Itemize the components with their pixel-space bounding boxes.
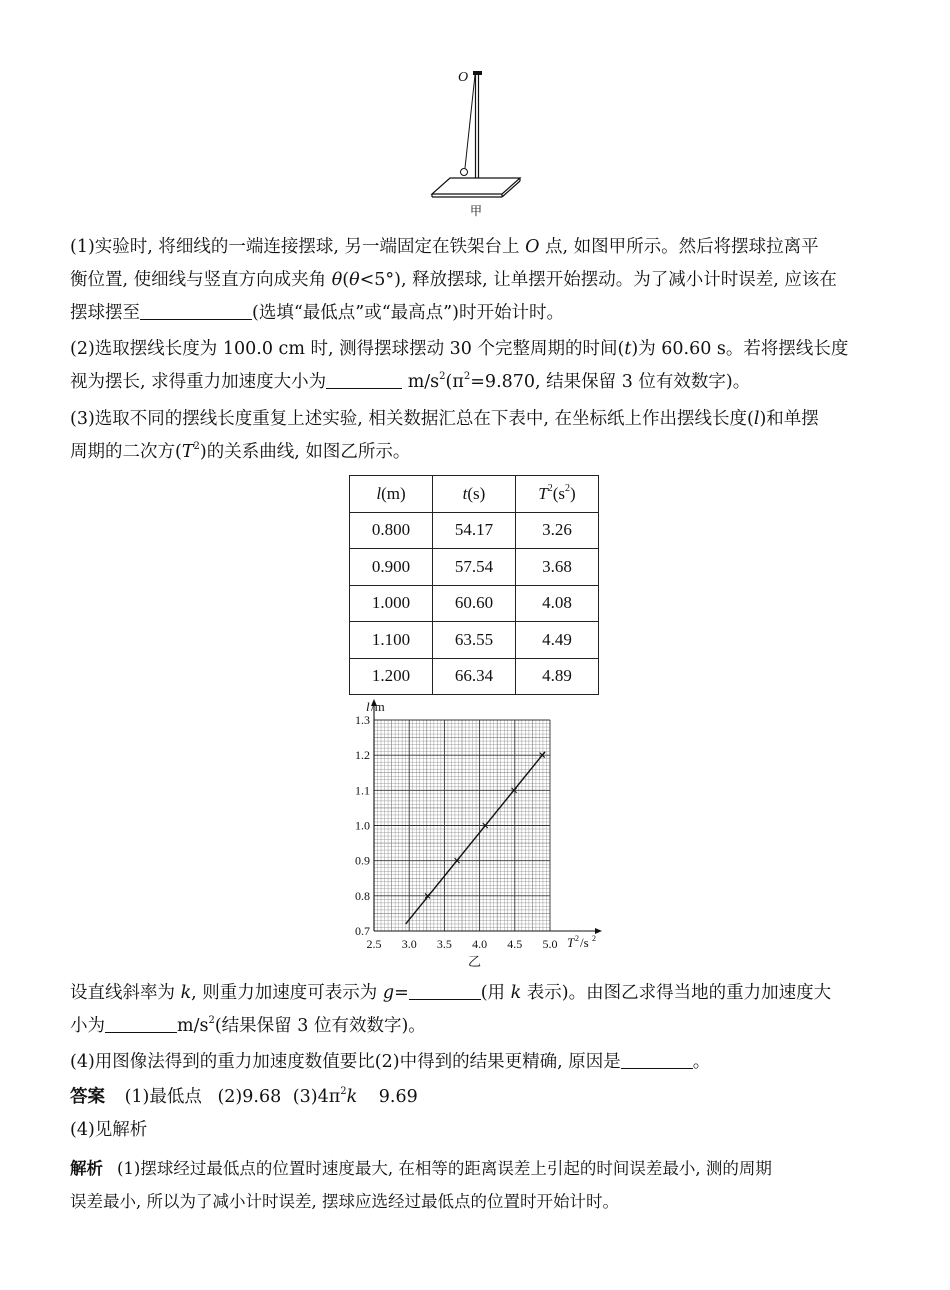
q2-text-d: =9.870, 结果保留 3 位有效数字)。 — [470, 372, 751, 392]
chart-xlabel-unit-sup: 2 — [592, 934, 596, 943]
q1-text-c: 衡位置, 使细线与竖直方向成夹角 — [70, 270, 332, 290]
q1-theta-2: θ — [349, 270, 360, 290]
question-4: (4)用图像法得到的重力加速度数值要比(2)中得到的结果更精确, 原因是 。 — [70, 1052, 711, 1072]
analysis-label: 解析 — [70, 1159, 103, 1178]
y-tick-label: 1.0 — [355, 818, 370, 833]
q1-text-b: 点, 如图甲所示。然后将摆球拉离平 — [539, 237, 819, 257]
q3-text-b: )和单摆 — [759, 409, 819, 429]
answer-blank-1[interactable] — [140, 301, 252, 320]
y-tick-label: 0.7 — [355, 924, 370, 938]
y-tick-label: 0.9 — [355, 853, 370, 868]
answer-blank-3[interactable] — [409, 981, 481, 1000]
x-tick-label: 3.0 — [401, 937, 417, 951]
question-1: (1)实验时, 将细线的一端连接摆球, 另一端固定在铁架台上 O 点, 如图甲所示。然后将摆球拉离平 衡位置, 使细线与竖直方向成夹角 θ(θ<5°), 释放摆球, 让单摆开始摆动。为了减小计时误差, 应该在 摆球摆至 (选填“最低点”或“最高点”)时开始计时。 — [70, 237, 837, 323]
pivot-label-o: O — [458, 70, 469, 85]
question-3-continued: 设直线斜率为 k, 则重力加速度可表示为 g= (用 k 表示)。由图乙求得当地的重力加速度大 小为 $m/s^2$(结果保留 3 位有效数字)。 — [70, 983, 832, 1036]
table-row: 1.100 63.55 4.49 — [350, 622, 599, 659]
answer-blank-5[interactable] — [621, 1050, 693, 1069]
table-header-t2: $T^2(s^2)$ — [516, 476, 599, 513]
chart-xlabel-sup: 2 — [575, 934, 579, 943]
q3-text-d: )的关系曲线, 如图乙所示。 — [199, 442, 411, 462]
chart-xlabel-var: T — [567, 935, 575, 950]
x-axis-arrow — [595, 928, 602, 934]
y-tick-label: 1.3 — [355, 713, 370, 727]
stand-top-cap — [473, 71, 482, 75]
y-tick-label: 1.1 — [355, 783, 370, 798]
chart-ylabel-unit: /m — [371, 699, 385, 714]
y-tick-label: 1.2 — [355, 748, 370, 763]
answer-section: 答案 (1)最低点 (2)9.68 $(3)4\pi^2k$ 9.69 (4)见解析 — [70, 1086, 418, 1140]
x-tick-label: 4.5 — [507, 937, 523, 951]
q1-text-e: 摆球摆至 — [70, 303, 140, 323]
q2-text-a: (2)选取摆线长度为 100.0 cm 时, 测得摆球摆动 30 个完整周期的时间( — [70, 339, 625, 359]
q3-text-a: (3)选取不同的摆线长度重复上述实验, 相关数据汇总在下表中, 在坐标纸上作出摆线长度( — [70, 409, 754, 429]
table-row: 1.000 60.60 4.08 — [350, 585, 599, 622]
table-row: 1.200 66.34 4.89 — [350, 658, 599, 695]
q2-text-b: )为 60.60 s。若将摆线长度 — [631, 339, 849, 359]
chart-tick-labels — [355, 713, 558, 951]
x-tick-label: 4.0 — [472, 937, 488, 951]
chart-caption: 乙 — [468, 955, 482, 970]
pendulum-figure — [420, 60, 530, 220]
table-row: 0.800 54.17 3.26 — [350, 512, 599, 549]
pendulum-string — [465, 75, 475, 168]
chart-xlabel-unit: /s — [580, 935, 589, 950]
answer-blank-4[interactable] — [105, 1014, 177, 1033]
q1-text-f: (选填“最低点”或“最高点”)时开始计时。 — [252, 303, 564, 323]
q1-point-o: O — [525, 237, 540, 257]
question-2: (2)选取摆线长度为 100.0 cm 时, 测得摆球摆动 30 个完整周期的时间(t)为 60.60 s。若将摆线长度 视为摆长, 求得重力加速度大小为 $m/s^2(\pi^2=9.870$, 结果保留 3 位有效数字)。 — [70, 339, 849, 392]
analysis-section: 解析 (1)摆球经过最低点的位置时速度最大, 在相等的距离误差上引起的时间误差最小, 测的周期 误差最小, 所以为了减小计时误差, 摆球应选经过最低点的位置时开始计时。 — [70, 1159, 772, 1211]
table-row: 0.900 57.54 3.68 — [350, 549, 599, 586]
table-header-t: t(s) — [433, 476, 516, 513]
q2-var-t: t — [624, 339, 632, 359]
answer-label: 答案 — [70, 1087, 105, 1107]
x-tick-label: 3.5 — [436, 937, 452, 951]
x-tick-label: 2.5 — [366, 937, 382, 951]
q1-text-d: <5°), 释放摆球, 让单摆开始摆动。为了减小计时误差, 应该在 — [359, 270, 837, 290]
base-plate — [432, 178, 520, 194]
table-header-row — [350, 476, 599, 513]
l-vs-t2-chart — [340, 698, 610, 973]
x-tick-label: 5.0 — [542, 937, 558, 951]
data-table — [349, 475, 599, 695]
q2-text-c: 视为摆长, 求得重力加速度大小为 — [70, 372, 327, 392]
figure-a-caption: 甲 — [470, 204, 483, 218]
q1-text-a: (1)实验时, 将细线的一端连接摆球, 另一端固定在铁架台上 — [70, 237, 526, 257]
table-header-l: l(m) — [350, 476, 433, 513]
q1-theta: θ — [331, 270, 343, 290]
question-3: (3)选取不同的摆线长度重复上述实验, 相关数据汇总在下表中, 在坐标纸上作出摆线长度(l)和单摆 周期的二次方$(T^2)$的关系曲线, 如图乙所示。 — [70, 409, 819, 462]
y-tick-label: 0.8 — [355, 888, 370, 903]
chart-ylabel-var: l — [366, 699, 370, 714]
q3-text-c: 周期的二次方( — [70, 442, 182, 462]
pendulum-bob — [461, 169, 468, 176]
answer-blank-2[interactable] — [326, 370, 402, 389]
